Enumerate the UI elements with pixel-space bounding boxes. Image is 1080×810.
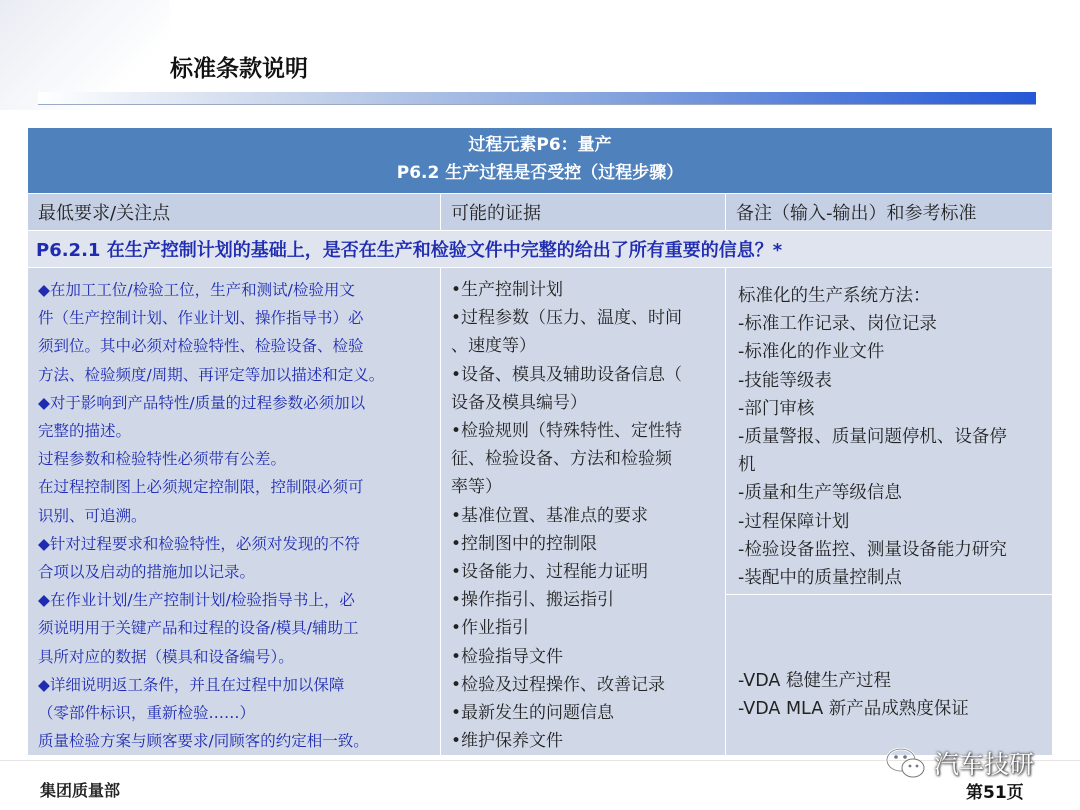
evidence-line: •检验及过程操作、改善记录	[451, 674, 666, 695]
table-header	[28, 128, 1053, 194]
evidence-line: •过程参数（压力、温度、时间	[451, 308, 683, 329]
title-divider	[38, 104, 1036, 105]
note-line: -质量警报、质量问题停机、设备停	[738, 427, 1007, 448]
footer-department: 集团质量部	[40, 781, 121, 800]
requirement-line: 须说明用于关键产品和过程的设备/模具/辅助工	[38, 619, 359, 638]
column-header-notes: 备注（输入-输出）和参考标准	[726, 194, 1053, 231]
wechat-icon	[884, 746, 928, 780]
evidence-line: •检验指导文件	[451, 646, 564, 667]
evidence-line: •操作指引、搬运指引	[451, 590, 615, 611]
reference-line: -VDA 稳健生产过程	[738, 671, 891, 691]
requirement-line: 过程参数和检验特性必须带有公差。	[38, 450, 287, 469]
requirement-line: 件（生产控制计划、作业计划、操作指导书）必	[38, 309, 364, 328]
process-element-title: 过程元素P6：量产	[468, 135, 612, 155]
note-line: -部门审核	[738, 398, 815, 419]
watermark	[884, 746, 1034, 780]
watermark-text: 汽车技研	[934, 750, 1035, 779]
evidence-line: •控制图中的控制限	[451, 533, 598, 554]
requirement-line: 合项以及启动的措施加以记录。	[38, 563, 256, 582]
evidence-cell	[441, 268, 726, 756]
note-line: -标准工作记录、岗位记录	[738, 314, 937, 335]
requirement-line: （零部件标识，重新检验……）	[38, 704, 256, 723]
note-line: 机	[738, 455, 756, 476]
requirement-line: 具所对应的数据（模具和设备编号）。	[38, 647, 294, 666]
note-line: -技能等级表	[738, 370, 832, 391]
reference-line: -VDA MLA 新产品成熟度保证	[738, 699, 969, 720]
requirement-line: 在过程控制图上必须规定控制限，控制限必须可	[38, 478, 364, 497]
requirement-line: ◆针对过程要求和检验特性，必须对发现的不符	[38, 534, 360, 553]
note-line: -检验设备监控、测量设备能力研究	[738, 539, 1007, 560]
requirement-line: ◆对于影响到产品特性/质量的过程参数必须加以	[38, 393, 366, 412]
evidence-line: 、速度等）	[451, 336, 536, 357]
question-row: P6.2.1 在生产控制计划的基础上，是否在生产和检验文件中完整的给出了所有重要的信息？*	[28, 231, 1053, 268]
note-line: -质量和生产等级信息	[738, 483, 902, 504]
evidence-line: •设备能力、过程能力证明	[451, 562, 649, 583]
notes-reference-cell	[726, 595, 1053, 756]
evidence-line: •基准位置、基准点的要求	[451, 505, 649, 526]
notes-methods-cell	[726, 268, 1053, 595]
requirement-line: 须到位。其中必须对检验特性、检验设备、检验	[38, 337, 364, 356]
standard-clause-table	[27, 127, 1053, 756]
column-header-row	[28, 194, 1053, 231]
requirement-line: ◆在加工工位/检验工位，生产和测试/检验用文	[38, 281, 355, 299]
evidence-line: •维护保养文件	[451, 731, 564, 752]
note-line: 标准化的生产系统方法：	[738, 286, 931, 306]
requirement-line: 质量检验方案与顾客要求/同顾客的约定相一致。	[38, 732, 369, 751]
requirement-line: 方法、检验频度/周期、再评定等加以描述和定义。	[38, 365, 385, 384]
evidence-line: •作业指引	[451, 618, 530, 639]
process-step-title: P6.2 生产过程是否受控（过程步骤）	[396, 163, 684, 183]
requirements-cell	[28, 268, 441, 756]
requirement-line: 完整的描述。	[38, 422, 132, 441]
column-header-requirements: 最低要求/关注点	[28, 194, 441, 231]
requirement-line: 识别、可追溯。	[38, 506, 147, 525]
requirement-line: ◆详细说明返工条件，并且在过程中加以保障	[38, 675, 345, 694]
column-header-evidence: 可能的证据	[441, 194, 726, 231]
evidence-line: •生产控制计划	[451, 280, 564, 300]
evidence-line: 征、检验设备、方法和检验频	[451, 449, 672, 470]
note-line: -装配中的质量控制点	[738, 568, 902, 589]
page-number: 第51页	[966, 783, 1024, 803]
evidence-line: 设备及模具编号）	[451, 392, 587, 413]
note-line: -标准化的作业文件	[738, 342, 885, 363]
requirement-line: ◆在作业计划/生产控制计划/检验指导书上，必	[38, 591, 355, 610]
note-line: -过程保障计划	[738, 511, 850, 532]
slide-title: 标准条款说明	[170, 56, 308, 82]
evidence-line: •检验规则（特殊特性、定性特	[451, 421, 683, 442]
evidence-line: 率等）	[451, 477, 502, 498]
evidence-line: •最新发生的问题信息	[451, 703, 615, 724]
evidence-line: •设备、模具及辅助设备信息（	[451, 364, 683, 385]
title-gradient-bar	[38, 92, 1036, 104]
